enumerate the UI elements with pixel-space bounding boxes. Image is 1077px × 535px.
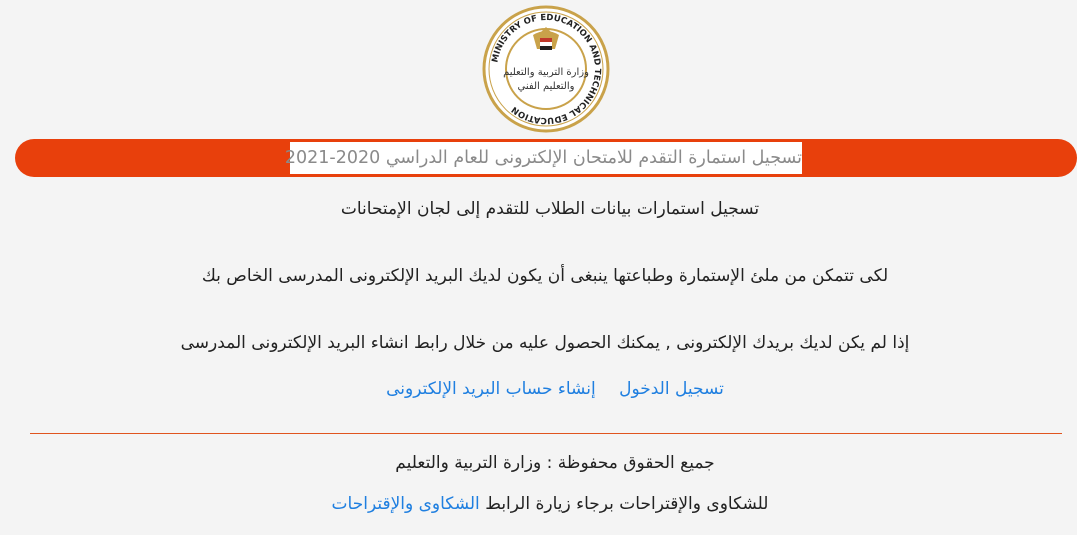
create-email-link[interactable]: إنشاء حساب البريد الإلكترونى (386, 379, 596, 399)
copyright-text: جميع الحقوق محفوظة : وزارة التربية والتعليم (395, 453, 715, 473)
svg-text:وزارة التربية والتعليم: وزارة التربية والتعليم (503, 67, 589, 78)
svg-text:MINISTRY OF EDUCATION AND TECH: MINISTRY OF EDUCATION AND TECHNICAL EDUCATION (490, 12, 603, 126)
complaints-link[interactable]: الشكاوى والإقتراحات (331, 494, 480, 514)
footer-divider (30, 433, 1062, 434)
complaints-text (260, 494, 840, 514)
svg-text:والتعليم الفني: والتعليم الفني (517, 81, 575, 92)
login-link[interactable]: تسجيل الدخول (619, 379, 724, 399)
no-email-instructions: إذا لم يكن لديك بريدك الإلكترونى , يمكنك الحصول عليه من خلال رابط انشاء البريد الإلكترونى المدرسى (180, 333, 910, 353)
complaints-prefix: للشكاوى والإقتراحات برجاء زيارة الرابط (485, 494, 769, 514)
email-requirement-text: لکی تتمکن من ملئ الإستمارة وطباعتها ينبغی أن يكون لديك البريد الإلكترونى المدرسى الخاص بك (201, 266, 889, 286)
action-links (300, 379, 810, 399)
page-title: تسجيل استمارة التقدم للامتحان الإلكترونى للعام الدراسي 2020-2021 (290, 142, 802, 174)
ministry-logo (478, 5, 614, 133)
intro-heading: تسجيل استمارات بيانات الطلاب للتقدم إلى لجان الإمتحانات (340, 199, 760, 219)
